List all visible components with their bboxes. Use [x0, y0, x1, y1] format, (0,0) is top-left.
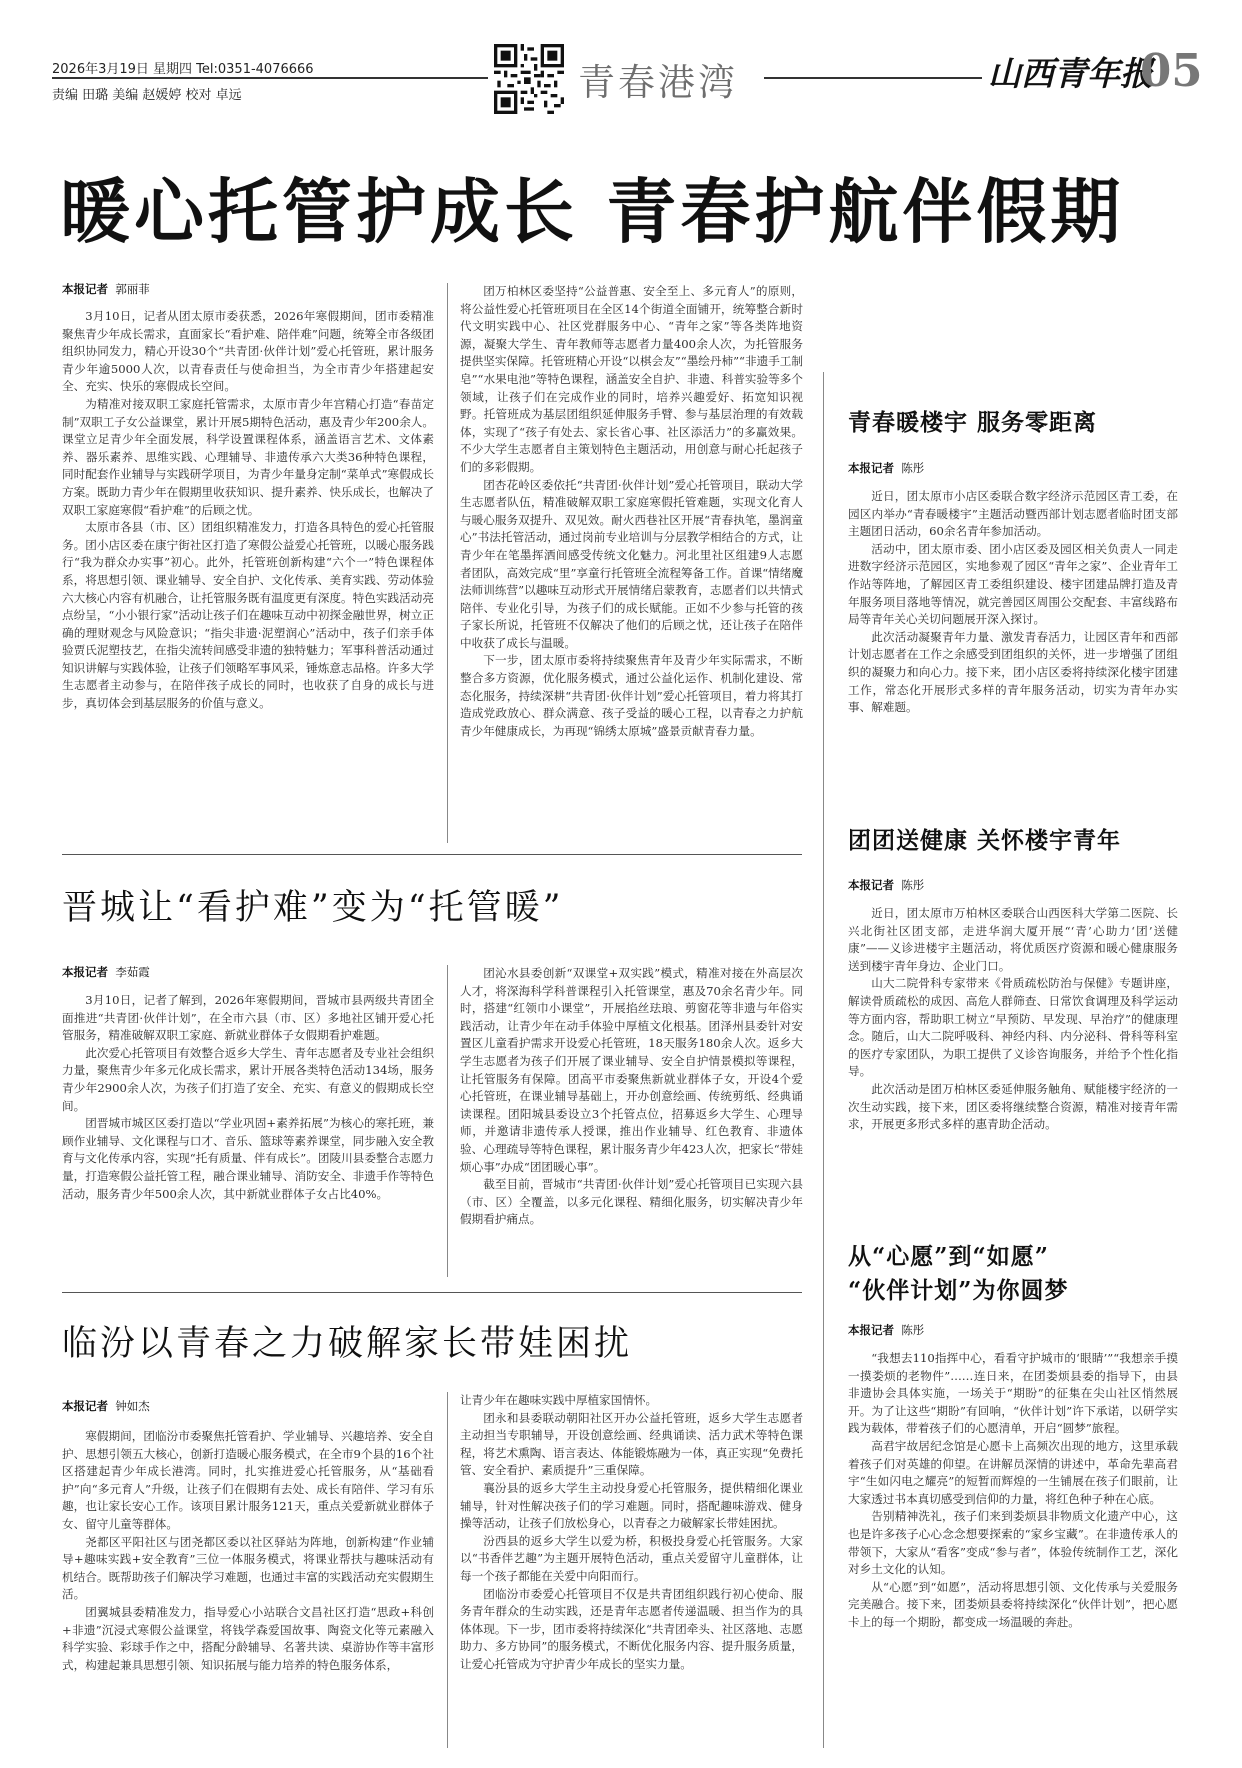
paragraph: 告别精神洗礼，孩子们来到娄烦县非物质文化遗产中心，这也是许多孩子心心念念想要探索的“家乡宝藏”。在非遗传承人的带领下，大家从“看客”变成“参与者”，体验传统制作工艺，深化对乡土文化的认知。: [848, 1509, 1178, 1577]
side1-body: [848, 488, 1178, 792]
article1-column-2: [460, 283, 803, 840]
paragraph: 寒假期间，团临汾市委聚焦托管看护、学业辅导、兴趣培养、安全自护、思想引领五大核心，创新打造暖心服务模式，在全市9个县的16个社区搭建起青少年成长港湾。同时，扎实推进爱心托管服务，从“基础看护”向“多元育人”升级，让孩子们在假期有去处、成长有陪伴、学习有乐趣，也让家长安心工作。该项目累计服务121天，重点关爱新就业群体子女、留守儿童等群体。: [62, 1429, 434, 1531]
paragraph: 汾西县的返乡大学生以爱为桥，积极投身爱心托管服务。大家以“书香伴艺趣”为主题开展特色活动，重点关爱留守儿童群体，让每一个孩子都能在关爱中向阳而行。: [460, 1533, 803, 1583]
paragraph: 团杏花岭区委依托“共青团·伙伴计划”爱心托管项目，联动大学生志愿者队伍，精准破解双职工家庭寒假托管难题，实现文化育人与暖心服务双提升、双见效。耐火西巷社区开展“青春执笔，墨润童心”书法托管活动，通过岗前专业培训与分层教学相结合的方式，让青少年在笔墨挥洒间感受传统文化魅力。河北里社区组建9人志愿者团队，高效完成“里”享童行托管班全流程筹备工作。首课“情绪魔法师训练营”以趣味互动形式开展情绪启蒙教育，志愿者们以共情式陪伴、专业化引导，为孩子们的成长赋能。正如不少参与托管的孩子家长所说，托管班不仅解决了他们的后顾之忧，还让孩子在陪伴中收获了成长与温暖。: [460, 477, 803, 650]
main-headline: 暖心托管护成长 青春护航伴假期: [60, 170, 1125, 253]
qr-code-icon: [494, 44, 564, 114]
side2-headline: 团团送健康 关怀楼宇青年: [848, 827, 1122, 854]
paragraph: 太原市各县（市、区）团组织精准发力，打造各具特色的爱心托管服务。团小店区委在康宁街社区打造了寒假公益爱心托管班，以暖心服务践行“我为群众办实事”初心。此外，托管班创新构建“六个一”特色课程体系，将思想引领、课业辅导、安全自护、文化传承、美育实践、劳动体验六大核心内容有机融合，让托管服务既有温度更有深度。特色实践活动亮点纷呈，“小小银行家”活动让孩子们在趣味互动中初探金融世界，树立正确的理财观念与风险意识；“指尖非遗·泥塑润心”活动中，孩子们亲手体验贾氏泥塑技艺，在指尖流转间感受非遗的独特魅力；军事科普活动通过知识讲解与实践体验，让孩子们领略军事风采，锤炼意志品格。许多大学生志愿者主动参与，在陪伴孩子成长的同时，也收获了自身的成长与进步，真切体会到基层服务的价值与意义。: [62, 520, 434, 711]
paragraph: 山大二院骨科专家带来《骨质疏松防治与保健》专题讲座，解读骨质疏松的成因、高危人群筛查、日常饮食调理及科学运动等方面内容，帮助职工树立“早预防、早发现、早治疗”的健康理念。随后，山大二院呼吸科、神经内科、内分泌科、骨科等科室的医疗专家团队，为职工提供了义诊咨询服务，并给予个性化指导。: [848, 976, 1178, 1079]
side1-byline: [848, 460, 924, 476]
byline-name: 李茹霞: [115, 965, 150, 979]
paragraph: 团沁水县委创新“双课堂+双实践”模式，精准对接在外高层次人才，将深海科学科普课程引入托管课堂，惠及70余名青少年。同时，搭建“红领巾小课堂”，开展掐丝珐琅、剪窗花等非遗与年俗实践活动，让青少年在动手体验中厚植文化根基。团泽州县委针对安置区儿童看护需求开设爱心托管班，18天服务180余人次。返乡大学生志愿者为孩子们开展了课业辅导、安全自护情景模拟等课程，让托管服务有保障。团高平市委聚焦新就业群体子女，开设4个爱心托管班，在课业辅导基础上，开办创意绘画、传统剪纸、经典诵读课程。团阳城县委设立3个托管点位，招募返乡大学生、心理导师，并邀请非遗传承人授课，推出作业辅导、红色教育、非遗体验、心理疏导等特色课程，累计服务青少年423人次，把家长“带娃烦心事”办成“团团暖心事”。: [460, 966, 803, 1174]
byline-name: 钟如杰: [115, 1399, 150, 1413]
byline-name: 陈彤: [901, 461, 925, 475]
paragraph: 襄汾县的返乡大学生主动投身爱心托管服务，提供精细化课业辅导，针对性解决孩子们的学习难题。同时，搭配趣味游戏、健身操等活动，让孩子们放松身心，以青春之力破解家长带娃困扰。: [460, 1480, 803, 1531]
side3-headline-line2: “伙伴计划”为你圆梦: [848, 1277, 1069, 1304]
article1-byline: [62, 281, 150, 297]
byline-name: 郭丽菲: [115, 282, 150, 296]
byline-label: 本报记者: [62, 1399, 108, 1413]
issue-date-line: 2026年3月19日 星期四 Tel:0351-4076666: [52, 62, 314, 77]
paragraph: 从“心愿”到“如愿”，活动将思想引领、文化传承与关爱服务完美融合。接下来，团娄烦县委将持续深化“伙伴计划”，把心愿卡上的每一个期盼，都变成一场温暖的奔赴。: [848, 1579, 1178, 1629]
masthead-rule-left: [52, 77, 488, 79]
paragraph: 3月10日，记者了解到，2026年寒假期间，晋城市县两级共青团全面推进“共青团·伙伴计划”，在全市六县（市、区）多地社区铺开爱心托管服务，精准破解双职工家庭、新就业群体子女假期看护难题。: [62, 993, 434, 1043]
article-divider: [62, 854, 802, 855]
side3-body: [848, 1350, 1178, 1748]
article-divider: [62, 1292, 802, 1293]
paragraph: 为精准对接双职工家庭托管需求，太原市青少年宫精心打造“春苗定制”双职工子女公益课堂，累计开展5期特色活动，惠及青少年200余人。课堂立足青少年全面发展，科学设置课程体系，涵盖语言艺术、文体素养、器乐素养、思维实践、心理辅导、非遗传承六大类36种特色课程，同时配套作业辅导与实践研学项目，为青少年量身定制“菜单式”寒假成长方案。既助力青少年在假期里收获知识、提升素养、快乐成长，也解决了双职工家庭寒假“看护难”的后顾之忧。: [62, 396, 434, 517]
staff-credits: 责编 田璐 美编 赵媛婷 校对 卓远: [52, 88, 242, 103]
page-number: 05: [1140, 44, 1203, 97]
article3-byline: [62, 1398, 150, 1414]
article2-column-2: [460, 965, 803, 1275]
side2-body: [848, 905, 1178, 1235]
paragraph: 高君宇故居纪念馆是心愿卡上高频次出现的地方，这里承载着孩子们对英雄的仰望。在讲解员深情的讲述中，革命先辈高君宇“生如闪电之耀亮”的短暂而辉煌的一生铺展在孩子们眼前，让大家透过书本真切感受到信仰的力量，将红色种子种在心底。: [848, 1438, 1178, 1506]
paragraph: 3月10日，记者从团太原市委获悉，2026年寒假期间，团市委精准聚焦青少年成长需求，直面家长“看护难、陪伴难”问题，统筹全市各级团组织协同发力，精心开设30个“共青团·伙伴计划”爱心托管班，累计服务青少年逾5000人次，以青春责任与使命担当，为全市青少年搭建起安全、充实、快乐的寒假成长空间。: [62, 309, 434, 394]
byline-label: 本报记者: [62, 965, 108, 979]
paragraph: 团晋城市城区区委打造以“学业巩固+素养拓展”为核心的寒托班，兼顾作业辅导、文化课程与口才、音乐、篮球等素养课堂，同步融入安全教育与文化传承内容，实现“托有质量、伴有成长”。团陵川县委整合志愿力量，打造寒假公益托管工程，融合课业辅导、消防安全、非遗手作等特色活动，服务青少年500余人次，其中新就业群体子女占比40%。: [62, 1116, 434, 1201]
paragraph: 团永和县委联动朝阳社区开办公益托管班，返乡大学生志愿者主动担当专职辅导，开设创意绘画、经典诵读、活力武术等特色课程，将艺术熏陶、语言表达、体能锻炼融为一体，真正实现“免费托管、安全看护、素质提升”三重保障。: [460, 1410, 803, 1478]
paragraph: 近日，团太原市小店区委联合数字经济示范园区青工委，在园区内举办“青春暖楼宇”主题活动暨西部计划志愿者临时团支部主题团日活动，60余名青年参加活动。: [848, 489, 1178, 539]
article2-column-1: [62, 992, 434, 1274]
paragraph: 此次活动是团万柏林区委延伸服务触角、赋能楼宇经济的一次生动实践，接下来，团区委将继续整合资源，精准对接青年需求，开展更多形式多样的惠青助企活动。: [848, 1081, 1178, 1132]
byline-label: 本报记者: [848, 461, 894, 475]
byline-name: 陈彤: [901, 878, 925, 892]
paragraph: 下一步，团太原市委将持续聚焦青年及青少年实际需求，不断整合多方资源，优化服务模式，通过公益化运作、机制化建设、常态化服务，持续深耕“共青团·伙伴计划”爱心托管项目，着力将其打造成党政放心、群众满意、孩子受益的暖心工程，以青春之力护航青少年健康成长，为再现“锦绣太原城”盛景贡献青春力量。: [460, 653, 803, 738]
article3-column-1: [62, 1428, 434, 1748]
side3-headline-line1: 从“心愿”到“如愿”: [848, 1243, 1049, 1270]
byline-label: 本报记者: [62, 282, 108, 296]
article3-column-2: [460, 1392, 803, 1748]
side2-byline: [848, 877, 924, 893]
paragraph: 此次爱心托管项目有效整合返乡大学生、青年志愿者及专业社会组织力量，聚焦青少年多元化成长需求，累计开展各类特色活动134场，服务青少年2900余人次，为孩子们打造了安全、充实、有意义的假期成长空间。: [62, 1045, 434, 1113]
article3-headline: 临汾以青春之力破解家长带娃困扰: [62, 1324, 633, 1364]
paragraph: 团临汾市委爱心托管项目不仅是共青团组织践行初心使命、服务青年群众的生动实践，还是青年志愿者传递温暖、担当作为的具体体现。下一步，团市委将持续深化“共青团牵头、社区落地、志愿助力、多方协同”的服务模式，不断优化服务内容、提升服务质量，让爱心托管成为守护青少年成长的坚实力量。: [460, 1586, 803, 1671]
paragraph: 团万柏林区委坚持“公益普惠、安全至上、多元育人”的原则，将公益性爱心托管班项目在全区14个街道全面铺开，统筹整合新时代文明实践中心、社区党群服务中心、“青年之家”等各类阵地资源，凝聚大学生、青年教师等志愿者力量400余人次，为托管服务提供坚实保障。托管班精心开设“以棋会友”“墨绘丹柿”“非遗手工制皂”“水果电池”等特色课程，涵盖安全自护、非遗、科普实验等多个领域，让孩子们在完成作业的同时，培养兴趣爱好、拓宽知识视野。托管班成为基层团组织延伸服务手臂、参与基层治理的有效载体，实现了“孩子有处去、家长省心事、社区添活力”的多赢效果。不少大学生志愿者自主策划特色主题活动，用创意与耐心托起孩子们的多彩假期。: [460, 284, 803, 474]
column-divider: [447, 283, 448, 843]
side3-byline: [848, 1322, 924, 1338]
column-divider: [447, 1392, 448, 1748]
sidebar-divider: [823, 372, 824, 1748]
newspaper-logo: 山西青年报: [988, 54, 1153, 93]
paragraph: 此次活动凝聚青年力量、激发青春活力，让园区青年和西部计划志愿者在工作之余感受到团组织的关怀，进一步增强了团组织的凝聚力和向心力。接下来，团小店区委将持续深化楼宇团建工作，常态化开展形式多样的青年服务活动，切实为青年办实事、解难题。: [848, 629, 1178, 715]
paragraph: 尧都区平阳社区与团尧都区委以社区驿站为阵地，创新构建“作业辅导+趣味实践+安全教育”三位一体服务模式，将课业帮扶与趣味活动有机结合。既帮助孩子们解决学习难题，也通过丰富的实践活动充实假期生活。: [62, 1534, 434, 1602]
section-name: 青春港湾: [578, 61, 738, 104]
paragraph: “我想去110指挥中心，看看守护城市的‘眼睛’”“我想亲手摸一摸娄烦的老物件”……连日来，在团娄烦县委的指导下，由县非遗协会具体实施，一场关于“期盼”的征集在尖山社区悄然展开。为了让这些“期盼”有回响，“伙伴计划”许下承诺，以研学实践为载体，带着孩子们的心愿清单，开启“圆梦”旅程。: [848, 1351, 1178, 1436]
side1-headline: 青春暖楼宇 服务零距离: [848, 409, 1098, 436]
paragraph: 让青少年在趣味实践中厚植家国情怀。: [460, 1393, 658, 1407]
byline-label: 本报记者: [848, 1323, 894, 1337]
side3-headline: [848, 1240, 1178, 1308]
paragraph: 近日，团太原市万柏林区委联合山西医科大学第二医院、长兴北街社区团支部，走进华润大厦开展“‘青’心助力‘团’送健康”——义诊进楼宇主题活动，将优质医疗资源和暖心健康服务送到楼宇青年身边、企业门口。: [848, 906, 1178, 973]
paragraph: 活动中，团太原市委、团小店区委及园区相关负责人一同走进数字经济示范园区，实地参观了园区“青年之家”、企业青年工作站等阵地，了解园区青工委组织建设、楼宇团建品牌打造及青年服务项目落地等情况，就完善园区周围公交配套、丰富线路布局等青年关心关切问题展开深入探讨。: [848, 541, 1178, 627]
byline-label: 本报记者: [848, 878, 894, 892]
article2-byline: [62, 964, 150, 980]
byline-name: 陈彤: [901, 1323, 925, 1337]
article2-headline: 晋城让“看护难”变为“托管暖”: [62, 888, 564, 928]
paragraph: 截至目前，晋城市“共青团·伙伴计划”爱心托管项目已实现六县（市、区）全覆盖，以多元化课程、精细化服务，切实解决青少年假期看护痛点。: [460, 1177, 803, 1227]
masthead-rule-right: [764, 77, 982, 79]
column-divider: [447, 965, 448, 1277]
paragraph: 团翼城县委精准发力，指导爱心小站联合文昌社区打造“思政+科创+非遗”沉浸式寒假公益课堂，将钱学森爱国故事、陶瓷文化等元素融入科学实验、彩球手作之中，搭配分龄辅导、名著共读、桌游协作等丰富形式，构建起兼具思想引领、知识拓展与能力培养的特色服务体系，: [62, 1604, 434, 1672]
article1-column-1: [62, 308, 434, 840]
